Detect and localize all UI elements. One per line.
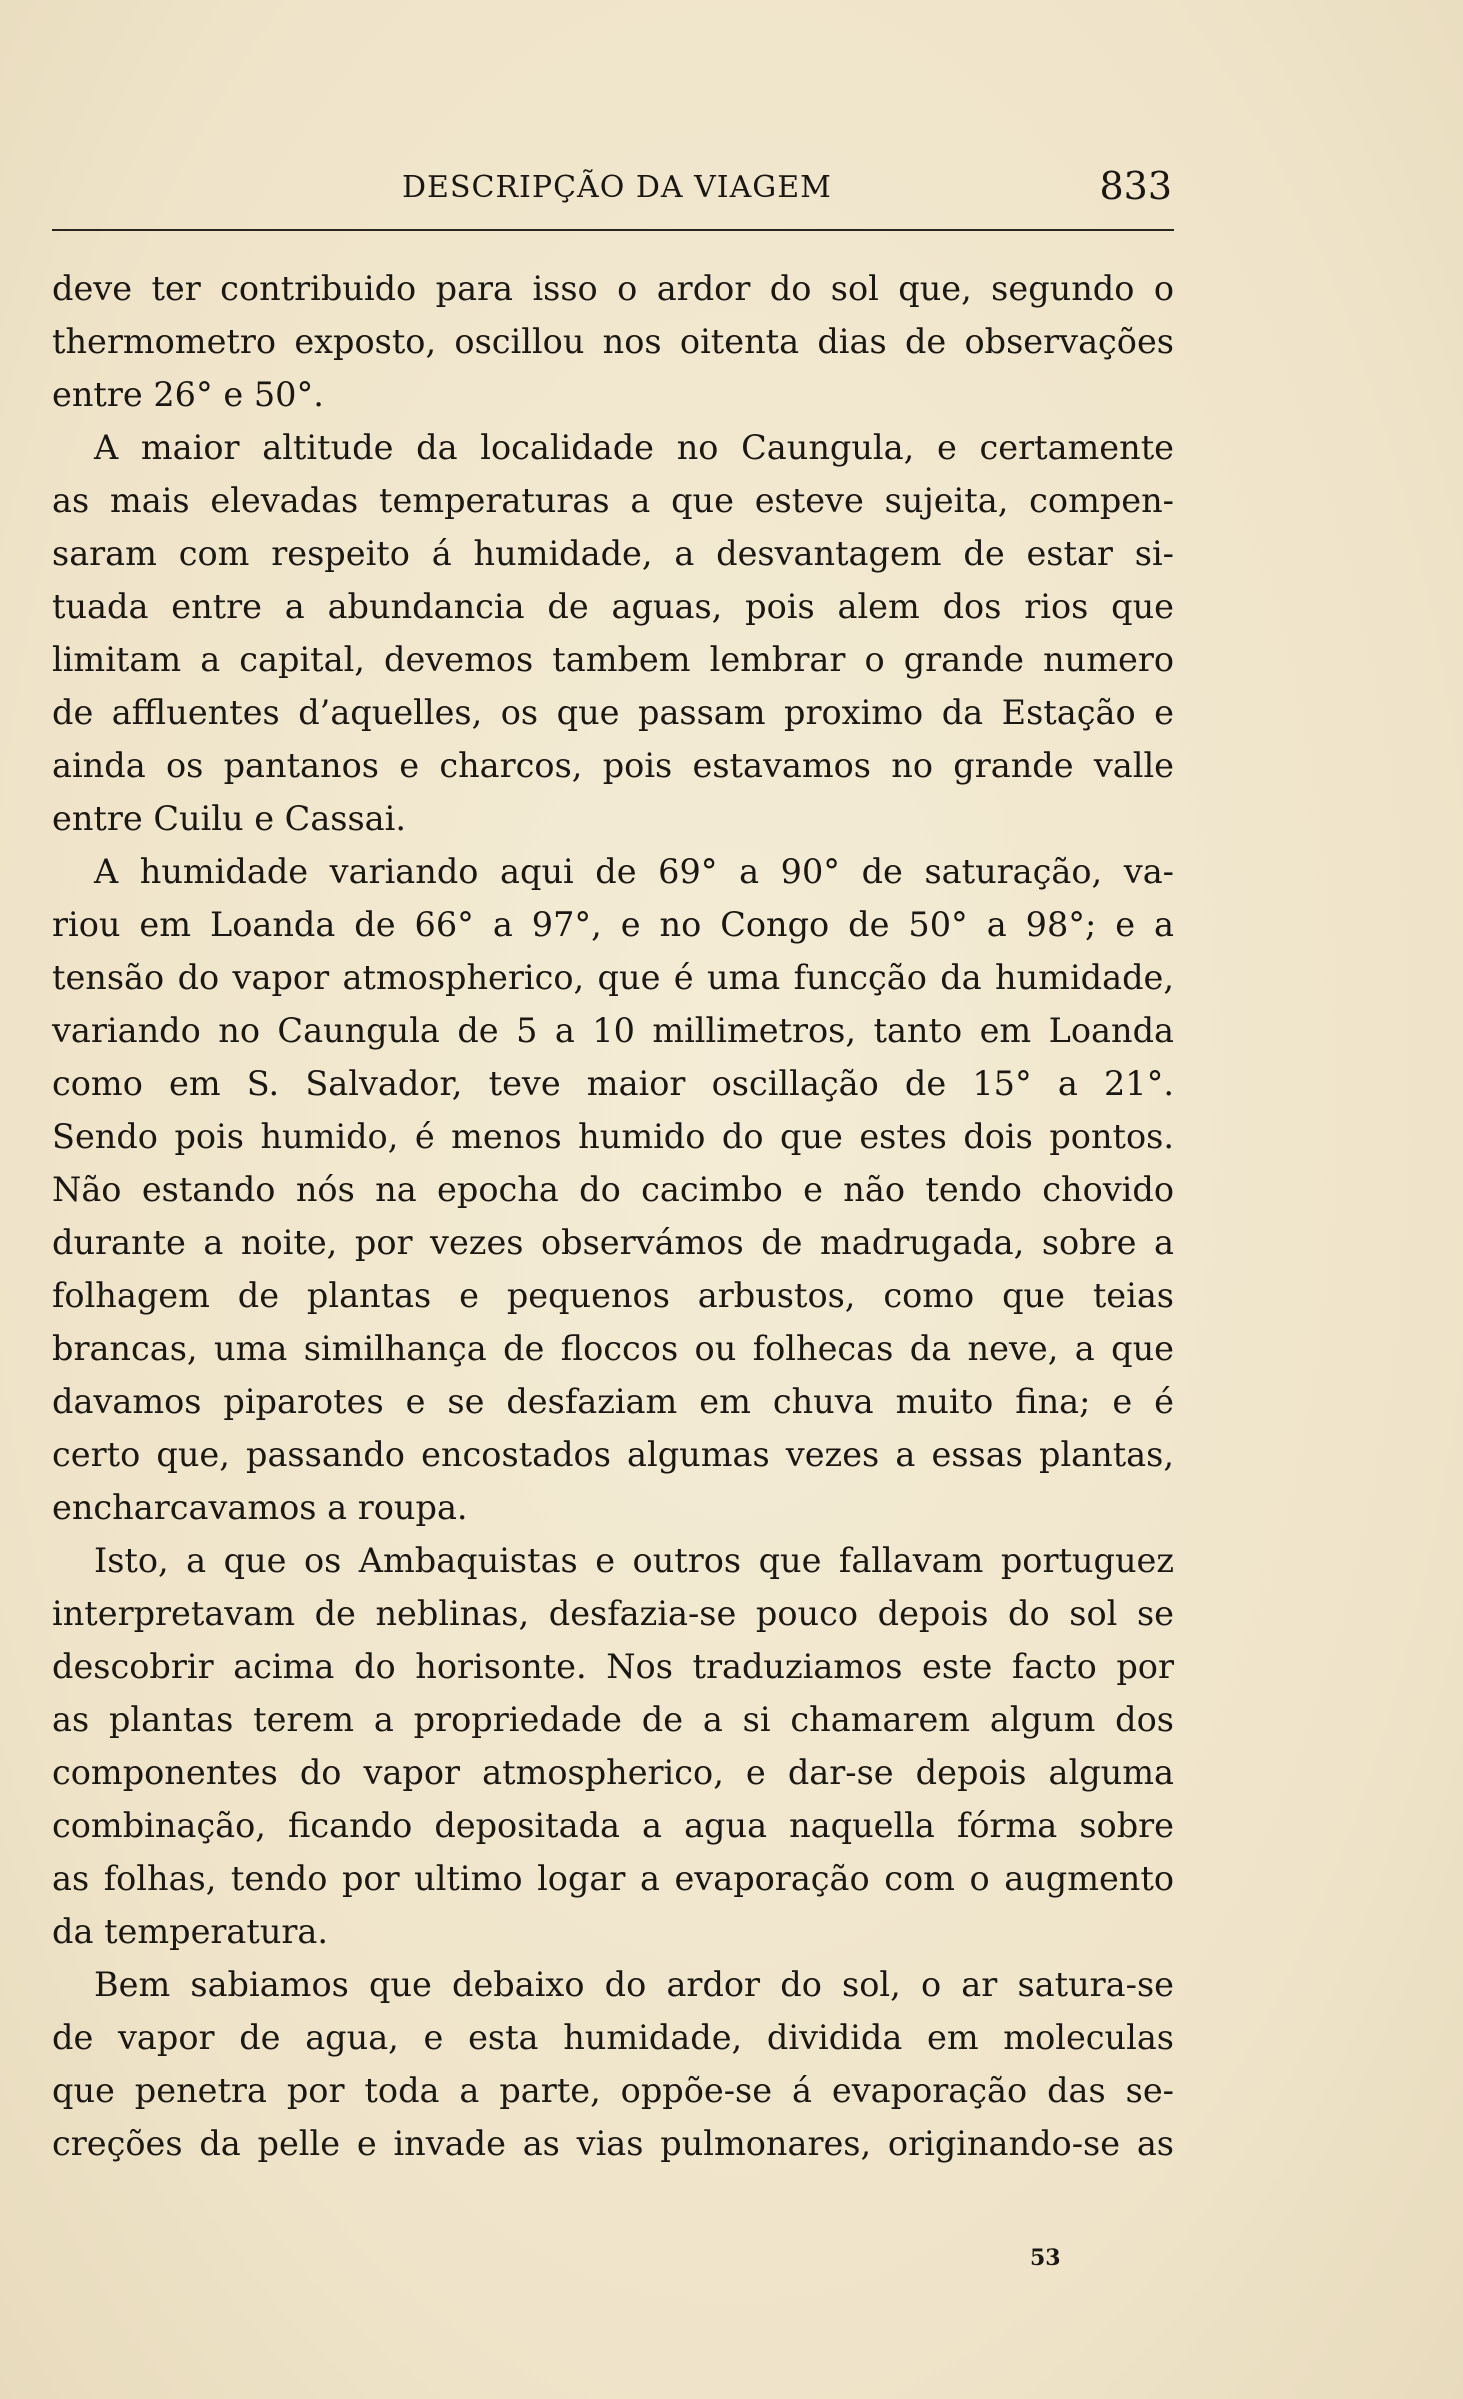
- text-line: de affluentes d’aquelles, os que passam proximo da Estação e: [52, 693, 1174, 732]
- text-line: descobrir acima do horisonte. Nos traduziamos este facto por: [52, 1647, 1174, 1686]
- text-line: as folhas, tendo por ultimo logar a evaporação com o augmento: [52, 1859, 1174, 1898]
- text-line: saram com respeito á humidade, a desvantagem de estar si-: [52, 534, 1174, 573]
- page-number: 833: [1099, 164, 1172, 208]
- text-line: A humidade variando aqui de 69° a 90° de saturação, va-: [94, 852, 1174, 891]
- page-header: [52, 160, 1172, 220]
- text-line: ainda os pantanos e charcos, pois estavamos no grande valle: [52, 746, 1174, 785]
- text-line: Isto, a que os Ambaquistas e outros que fallavam portuguez: [94, 1541, 1174, 1580]
- text-line: folhagem de plantas e pequenos arbustos, como que teias: [52, 1276, 1174, 1315]
- text-line: tuada entre a abundancia de aguas, pois alem dos rios que: [52, 587, 1174, 626]
- text-line: que penetra por toda a parte, oppõe-se á evaporação das se-: [52, 2071, 1174, 2110]
- text-line: deve ter contribuido para isso o ardor do sol que, segundo o: [52, 269, 1174, 308]
- text-line: as plantas terem a propriedade de a si chamarem algum dos: [52, 1700, 1174, 1739]
- text-line: Bem sabiamos que debaixo do ardor do sol, o ar satura-se: [94, 1965, 1174, 2004]
- text-line: interpretavam de neblinas, desfazia-se pouco depois do sol se: [52, 1594, 1174, 1633]
- text-line: brancas, uma similhança de floccos ou folhecas da neve, a que: [52, 1329, 1174, 1368]
- text-line: A maior altitude da localidade no Caungula, e certamente: [94, 428, 1174, 467]
- text-line: creções da pelle e invade as vias pulmonares, originando-se as: [52, 2124, 1174, 2163]
- text-line: certo que, passando encostados algumas vezes a essas plantas,: [52, 1435, 1174, 1474]
- signature-mark: 53: [1030, 2245, 1061, 2271]
- text-line: combinação, ficando depositada a agua naquella fórma sobre: [52, 1806, 1174, 1845]
- text-line: Não estando nós na epocha do cacimbo e não tendo chovido: [52, 1170, 1174, 1209]
- text-line: Sendo pois humido, é menos humido do que estes dois pontos.: [52, 1117, 1174, 1156]
- running-title: DESCRIPÇÃO DA VIAGEM: [402, 170, 832, 205]
- text-line: como em S. Salvador, teve maior oscillação de 15° a 21°.: [52, 1064, 1174, 1103]
- body-text: [52, 262, 1174, 2170]
- text-line: riou em Loanda de 66° a 97°, e no Congo de 50° a 98°; e a: [52, 905, 1174, 944]
- text-line: davamos piparotes e se desfaziam em chuva muito fina; e é: [52, 1382, 1174, 1421]
- text-line: da temperatura.: [52, 1912, 329, 1951]
- text-line: limitam a capital, devemos tambem lembrar o grande numero: [52, 640, 1174, 679]
- text-line: entre 26° e 50°.: [52, 375, 324, 414]
- text-line: tensão do vapor atmospherico, que é uma funcção da humidade,: [52, 958, 1174, 997]
- text-line: componentes do vapor atmospherico, e dar-se depois alguma: [52, 1753, 1174, 1792]
- header-rule: [52, 229, 1174, 231]
- text-line: variando no Caungula de 5 a 10 millimetros, tanto em Loanda: [52, 1011, 1174, 1050]
- text-line: encharcavamos a roupa.: [52, 1488, 468, 1527]
- text-line: de vapor de agua, e esta humidade, dividida em moleculas: [52, 2018, 1174, 2057]
- text-line: as mais elevadas temperaturas a que esteve sujeita, compen-: [52, 481, 1174, 520]
- text-line: thermometro exposto, oscillou nos oitenta dias de observações: [52, 322, 1174, 361]
- text-line: durante a noite, por vezes observámos de madrugada, sobre a: [52, 1223, 1174, 1262]
- text-line: entre Cuilu e Cassai.: [52, 799, 407, 838]
